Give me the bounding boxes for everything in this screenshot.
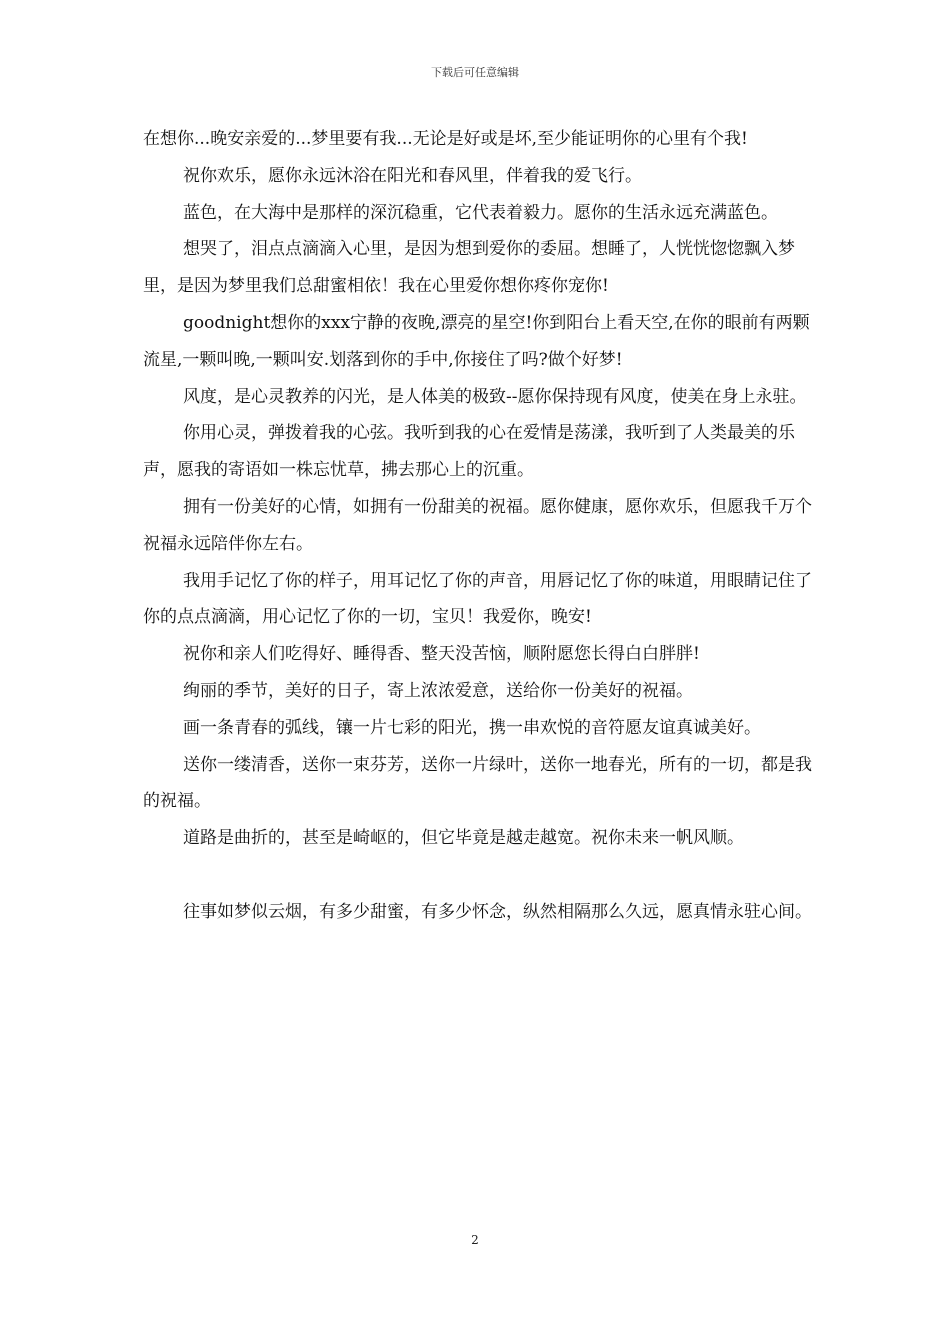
paragraph-12: 画一条青春的弧线，镶一片七彩的阳光，携一串欢悦的音符愿友谊真诚美好。 [183, 717, 761, 738]
paragraph-14: 道路是曲折的，甚至是崎岖的，但它毕竟是越走越宽。祝你未来一帆风顺。 [183, 828, 744, 849]
paragraph-11: 绚丽的季节，美好的日子，寄上浓浓爱意，送给你一份美好的祝福。 [183, 680, 693, 701]
paragraph-8: 拥有一份美好的心情，如拥有一份甜美的祝福。愿你健康，愿你欢乐，但愿我千万个祝福永远陪伴你左右。 [143, 496, 812, 554]
paragraph-2: 祝你欢乐，愿你永远沐浴在阳光和春风里，伴着我的爱飞行。 [183, 165, 642, 186]
paragraph-5: goodnight想你的xxx宁静的夜晚,漂亮的星空!你到阳台上看天空,在你的眼前有两颗流星,一颗叫晚,一颗叫安.划落到你的手中,你接住了吗?做个好梦! [143, 312, 810, 370]
page-number: 2 [471, 1233, 479, 1247]
paragraph-7: 你用心灵，弹拨着我的心弦。我听到我的心在爱情是荡漾，我听到了人类最美的乐声，愿我的寄语如一株忘忧草，拂去那心上的沉重。 [143, 423, 795, 481]
blank-line [143, 857, 823, 894]
paragraph-1: 在想你...晚安亲爱的...梦里要有我...无论是好或是坏,至少能证明你的心里有个我! [143, 129, 748, 149]
paragraph-4: 想哭了，泪点点滴滴入心里，是因为想到爱你的委屈。想睡了，人恍恍惚惚飘入梦里，是因为梦里我们总甜蜜相依！我在心里爱你想你疼你宠你! [143, 239, 795, 297]
paragraph-9: 我用手记忆了你的样子，用耳记忆了你的声音，用唇记忆了你的味道，用眼睛记住了你的点点滴滴，用心记忆了你的一切，宝贝！我爱你，晚安! [143, 570, 812, 628]
page-header-caption: 下载后可任意编辑 [431, 66, 519, 79]
paragraph-3: 蓝色，在大海中是那样的深沉稳重，它代表着毅力。愿你的生活永远充满蓝色。 [183, 202, 778, 223]
paragraph-13: 送你一缕清香，送你一束芬芳，送你一片绿叶，送你一地春光，所有的一切，都是我的祝福。 [143, 754, 812, 812]
document-body [143, 121, 823, 931]
paragraph-10: 祝你和亲人们吃得好、睡得香、整天没苦恼，顺附愿您长得白白胖胖! [183, 644, 700, 665]
paragraph-6: 风度，是心灵教养的闪光，是人体美的极致--愿你保持现有风度，使美在身上永驻。 [183, 386, 807, 407]
paragraph-15: 往事如梦似云烟，有多少甜蜜，有多少怀念，纵然相隔那么久远，愿真情永驻心间。 [183, 901, 812, 922]
